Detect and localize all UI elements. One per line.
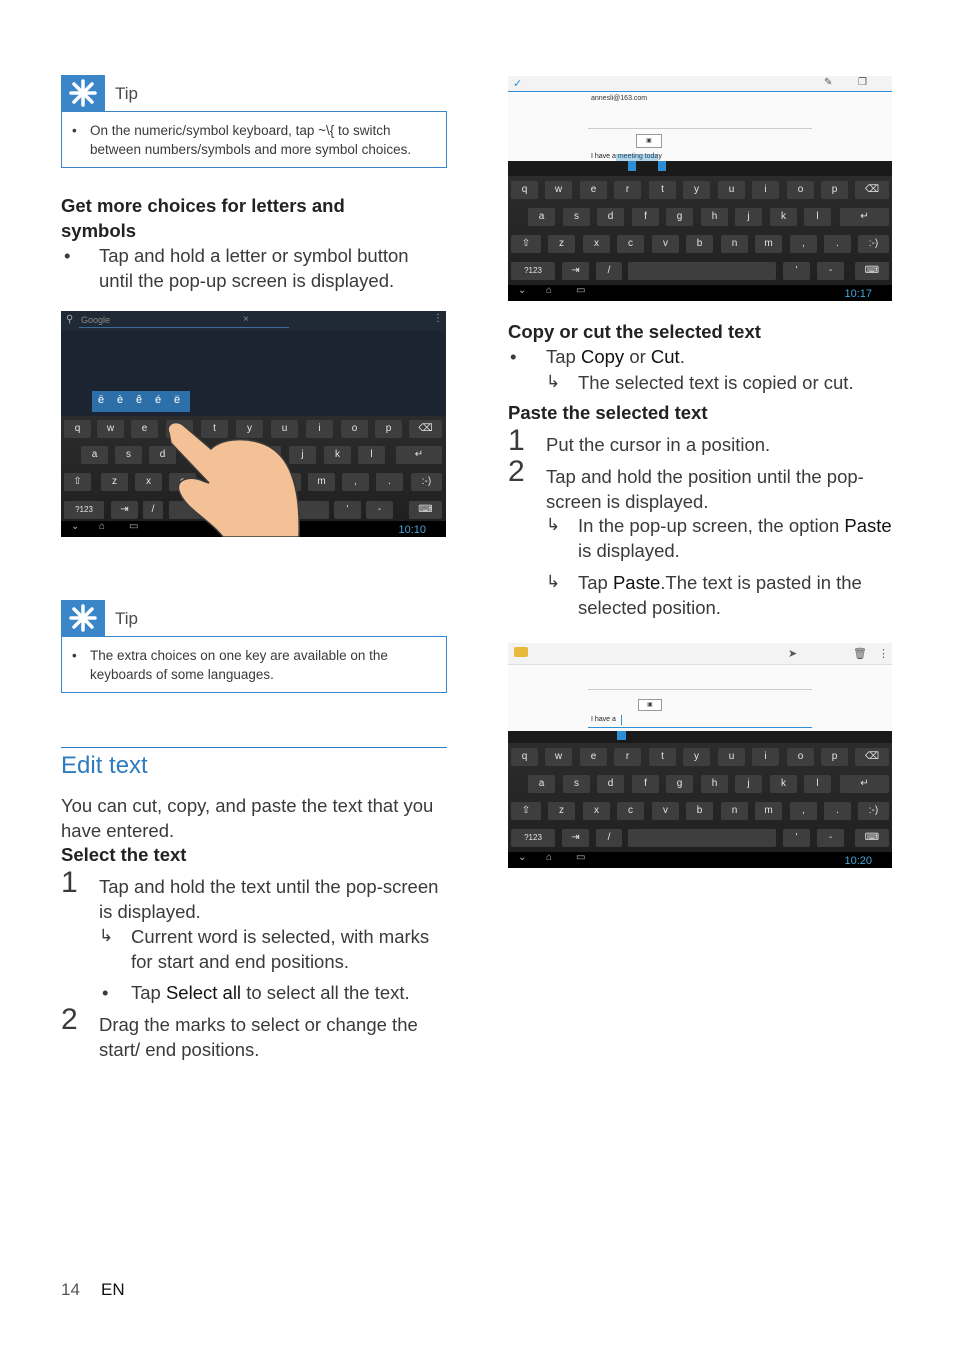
key: g [666,775,693,793]
clear-icon: × [243,314,249,325]
search-underline [79,327,289,328]
mail-app-icon [514,647,528,657]
key: p [821,748,848,766]
key: a [528,775,555,793]
tip-text: On the numeric/symbol keyboard, tap ~\{ to switch between numbers/symbols and more symbol choices. [90,123,412,157]
email-form [508,76,892,161]
home-icon: ⌂ [546,285,553,296]
key: y [236,420,263,438]
back-icon: ⌄ [518,285,527,296]
handle-strip [508,161,892,176]
dash-key: - [366,501,393,519]
bullet-icon: • [102,982,109,1003]
key: i [752,748,779,766]
key: y [683,748,710,766]
popup-letter: ë [174,394,181,406]
key: . [376,473,403,491]
paste-step-2: Tap and hold the position until the pop- screen is displayed. [546,466,864,512]
key: o [787,181,814,199]
hide-keyboard-icon: ⌨ [855,829,889,847]
keyboard [508,176,892,286]
result-arrow-icon: ↳ [99,926,114,945]
selected-line-text: I have a meeting today [591,153,662,160]
slash-key: / [143,501,163,519]
action-bar [508,76,892,92]
numeric-key: ?123 [511,829,555,847]
popup-letter: é [155,394,162,406]
recent-apps-icon: ▭ [576,852,586,863]
recent-apps-icon: ▭ [576,285,586,296]
section-title-edit-text: Edit text [61,752,148,779]
tip-box-2 [61,600,447,693]
key: d [597,208,624,226]
backspace-key-icon: ⌫ [855,748,889,766]
key: e [580,181,607,199]
tip-label: Tip [115,84,138,103]
smiley-key-icon: :-) [858,802,889,820]
back-icon: ⌄ [71,521,80,532]
tip-asterisk-icon [61,600,105,636]
key: f [632,208,659,226]
key: e [580,748,607,766]
select-step-1-result: Current word is selected, with marks for start and end positions. [131,926,430,972]
finger-illustration [161,419,311,537]
key: r [614,181,641,199]
key: . [824,802,851,820]
key: n [721,235,748,253]
key: t [649,748,676,766]
key: g [666,208,693,226]
key: b [686,235,713,253]
copy-icon: ❐ [858,77,867,88]
heading-more-choices: Get more choices for letters and symbols [61,195,345,241]
heading-select-text: Select the text [61,844,187,865]
popup-letter: ē [98,394,105,406]
key: , [790,802,817,820]
space-key [628,829,776,847]
bullet-icon: • [510,346,517,367]
key: s [563,775,590,793]
key: w [545,181,572,199]
delete-icon: 🗑 [853,648,867,660]
copy-cut-instruction: Tap Copy or Cut. [546,346,685,367]
backspace-key-icon: ⌫ [855,181,889,199]
smiley-key-icon: :-) [858,235,889,253]
enter-key-icon: ↵ [396,446,442,464]
dash-key: - [817,829,844,847]
key: c [617,235,644,253]
tip-box-1 [61,75,447,168]
email-form [508,643,892,731]
tip-text: The extra choices on one key are available on the keyboards of some languages. [90,648,388,682]
key: p [821,181,848,199]
copy-cut-result: The selected text is copied or cut. [578,372,854,393]
numeric-key: ?123 [511,262,555,280]
key: x [135,473,162,491]
key: o [787,748,814,766]
field-divider [588,128,812,129]
tip-asterisk-icon [61,75,105,111]
edit-icon: ✎ [824,77,833,88]
slash-key: / [596,262,622,280]
hide-keyboard-icon: ⌨ [855,262,889,280]
language-code: EN [101,1280,125,1299]
key: d [149,446,176,464]
text-selection-screenshot [508,76,892,301]
send-icon: ➤ [788,648,798,660]
recent-apps-icon: ▭ [129,521,139,532]
heading-paste: Paste the selected text [508,402,708,423]
key: i [306,420,333,438]
key: t [201,420,228,438]
key: c [617,802,644,820]
key: u [718,748,745,766]
result-arrow-icon: ↳ [546,515,561,534]
key: w [97,420,124,438]
hide-keyboard-icon: ⌨ [409,501,442,519]
key: , [342,473,369,491]
paste-step-1: Put the cursor in a position. [546,434,771,455]
paste-result-1: In the pop-up screen, the option Paste is displayed. [578,515,892,561]
key: z [548,802,575,820]
select-step-1: Tap and hold the text until the pop-screen is displayed. [99,876,439,922]
key: k [324,446,351,464]
heading-copy-cut: Copy or cut the selected text [508,321,761,342]
key: k [770,208,797,226]
handle-strip [508,731,892,743]
paste-cursor-screenshot [508,643,892,868]
search-bar [61,311,446,331]
keyboard-popup-screenshot [61,311,446,537]
key: n [721,802,748,820]
status-clock: 10:20 [844,855,872,867]
shift-key-icon: ⇧ [511,235,541,253]
search-icon: ⚲ [66,314,74,325]
bullet-icon: • [72,648,77,663]
done-check-icon: ✓ [513,78,523,90]
tip-header [61,600,447,636]
key: v [652,235,679,253]
key: p [375,420,402,438]
key: i [752,181,779,199]
key: w [545,748,572,766]
key: a [528,208,555,226]
enter-key-icon: ↵ [840,208,889,226]
dash-key: - [817,262,844,280]
key: v [652,802,679,820]
system-navbar [508,852,892,868]
key: u [718,181,745,199]
key: m [755,235,782,253]
key: q [64,420,91,438]
page-number: 14 [61,1280,80,1299]
shift-key-icon: ⇧ [64,473,91,491]
key: j [735,775,762,793]
accent-popup [92,391,190,412]
key: , [790,235,817,253]
search-label: Google [81,315,111,325]
key: l [358,446,385,464]
keyboard [508,743,892,853]
key: s [115,446,142,464]
home-icon: ⌂ [546,852,553,863]
space-key [628,262,776,280]
key: a [81,446,108,464]
key: t [649,181,676,199]
copy-cut-popup: ▣ [636,134,662,148]
key: . [824,235,851,253]
start-handle [628,161,636,171]
tip-body [61,111,447,168]
key: b [686,802,713,820]
apostrophe-key: ' [783,262,810,280]
key: j [289,446,316,464]
text-cursor [621,715,622,725]
key: h [701,208,728,226]
slash-key: / [596,829,622,847]
numeric-key: ?123 [64,501,104,519]
key: l [804,775,831,793]
key: j [735,208,762,226]
line-text: I have a [591,716,616,723]
step-number: 1 [61,866,78,899]
tab-key-icon: ⇥ [562,829,589,847]
system-navbar [508,285,892,301]
key: q [511,748,538,766]
section-rule [61,747,447,748]
step-number: 1 [508,424,525,457]
result-arrow-icon: ↳ [546,372,561,391]
select-step-2: Drag the marks to select or change the start/ end positions. [99,1014,418,1060]
paste-popup: ▣ [638,699,662,711]
popup-letter: è [117,394,124,406]
tip-body [61,636,447,693]
key: h [701,775,728,793]
key: u [271,420,298,438]
key: e [131,420,158,438]
bullet-text-tap-hold: Tap and hold a letter or symbol button until the pop-up screen is displayed. [99,245,409,291]
field-underline [588,727,812,728]
overflow-menu-icon: ⋮ [878,648,889,660]
back-icon: ⌄ [518,852,527,863]
key: k [770,775,797,793]
end-handle [658,161,666,171]
popup-letter: ê [136,394,143,406]
key: y [683,181,710,199]
key: s [563,208,590,226]
backspace-key-icon: ⌫ [409,420,442,438]
cursor-handle [617,731,626,740]
action-bar [508,643,892,665]
paste-result-2: Tap Paste.The text is pasted in the selected position. [578,572,862,618]
key: m [308,473,335,491]
enter-key-icon: ↵ [840,775,889,793]
bullet-icon: • [64,245,71,266]
key: z [101,473,128,491]
step-number: 2 [61,1003,78,1036]
select-all-instruction: Tap Select all to select all the text. [131,982,410,1003]
tab-key-icon: ⇥ [111,501,138,519]
key: d [597,775,624,793]
edit-intro: You can cut, copy, and paste the text that you have entered. [61,795,434,841]
smiley-key-icon: :-) [411,473,442,491]
status-clock: 10:10 [398,524,426,536]
key: x [583,235,610,253]
key: o [341,420,368,438]
key: q [511,181,538,199]
step-number: 2 [508,455,525,488]
bullet-icon: • [72,123,77,138]
shift-key-icon: ⇧ [511,802,541,820]
apostrophe-key: ' [334,501,361,519]
result-arrow-icon: ↳ [546,572,561,591]
key: x [583,802,610,820]
key: l [804,208,831,226]
key: f [632,775,659,793]
home-icon: ⌂ [99,521,106,532]
tab-key-icon: ⇥ [562,262,589,280]
menu-icon: ⋮ [433,313,443,324]
field-divider [588,689,812,690]
email-address: annesli@163.com [591,95,648,102]
tip-label: Tip [115,609,138,628]
apostrophe-key: ' [783,829,810,847]
tip-header [61,75,447,111]
key: z [548,235,575,253]
key: m [755,802,782,820]
status-clock: 10:17 [844,288,872,300]
key: r [614,748,641,766]
